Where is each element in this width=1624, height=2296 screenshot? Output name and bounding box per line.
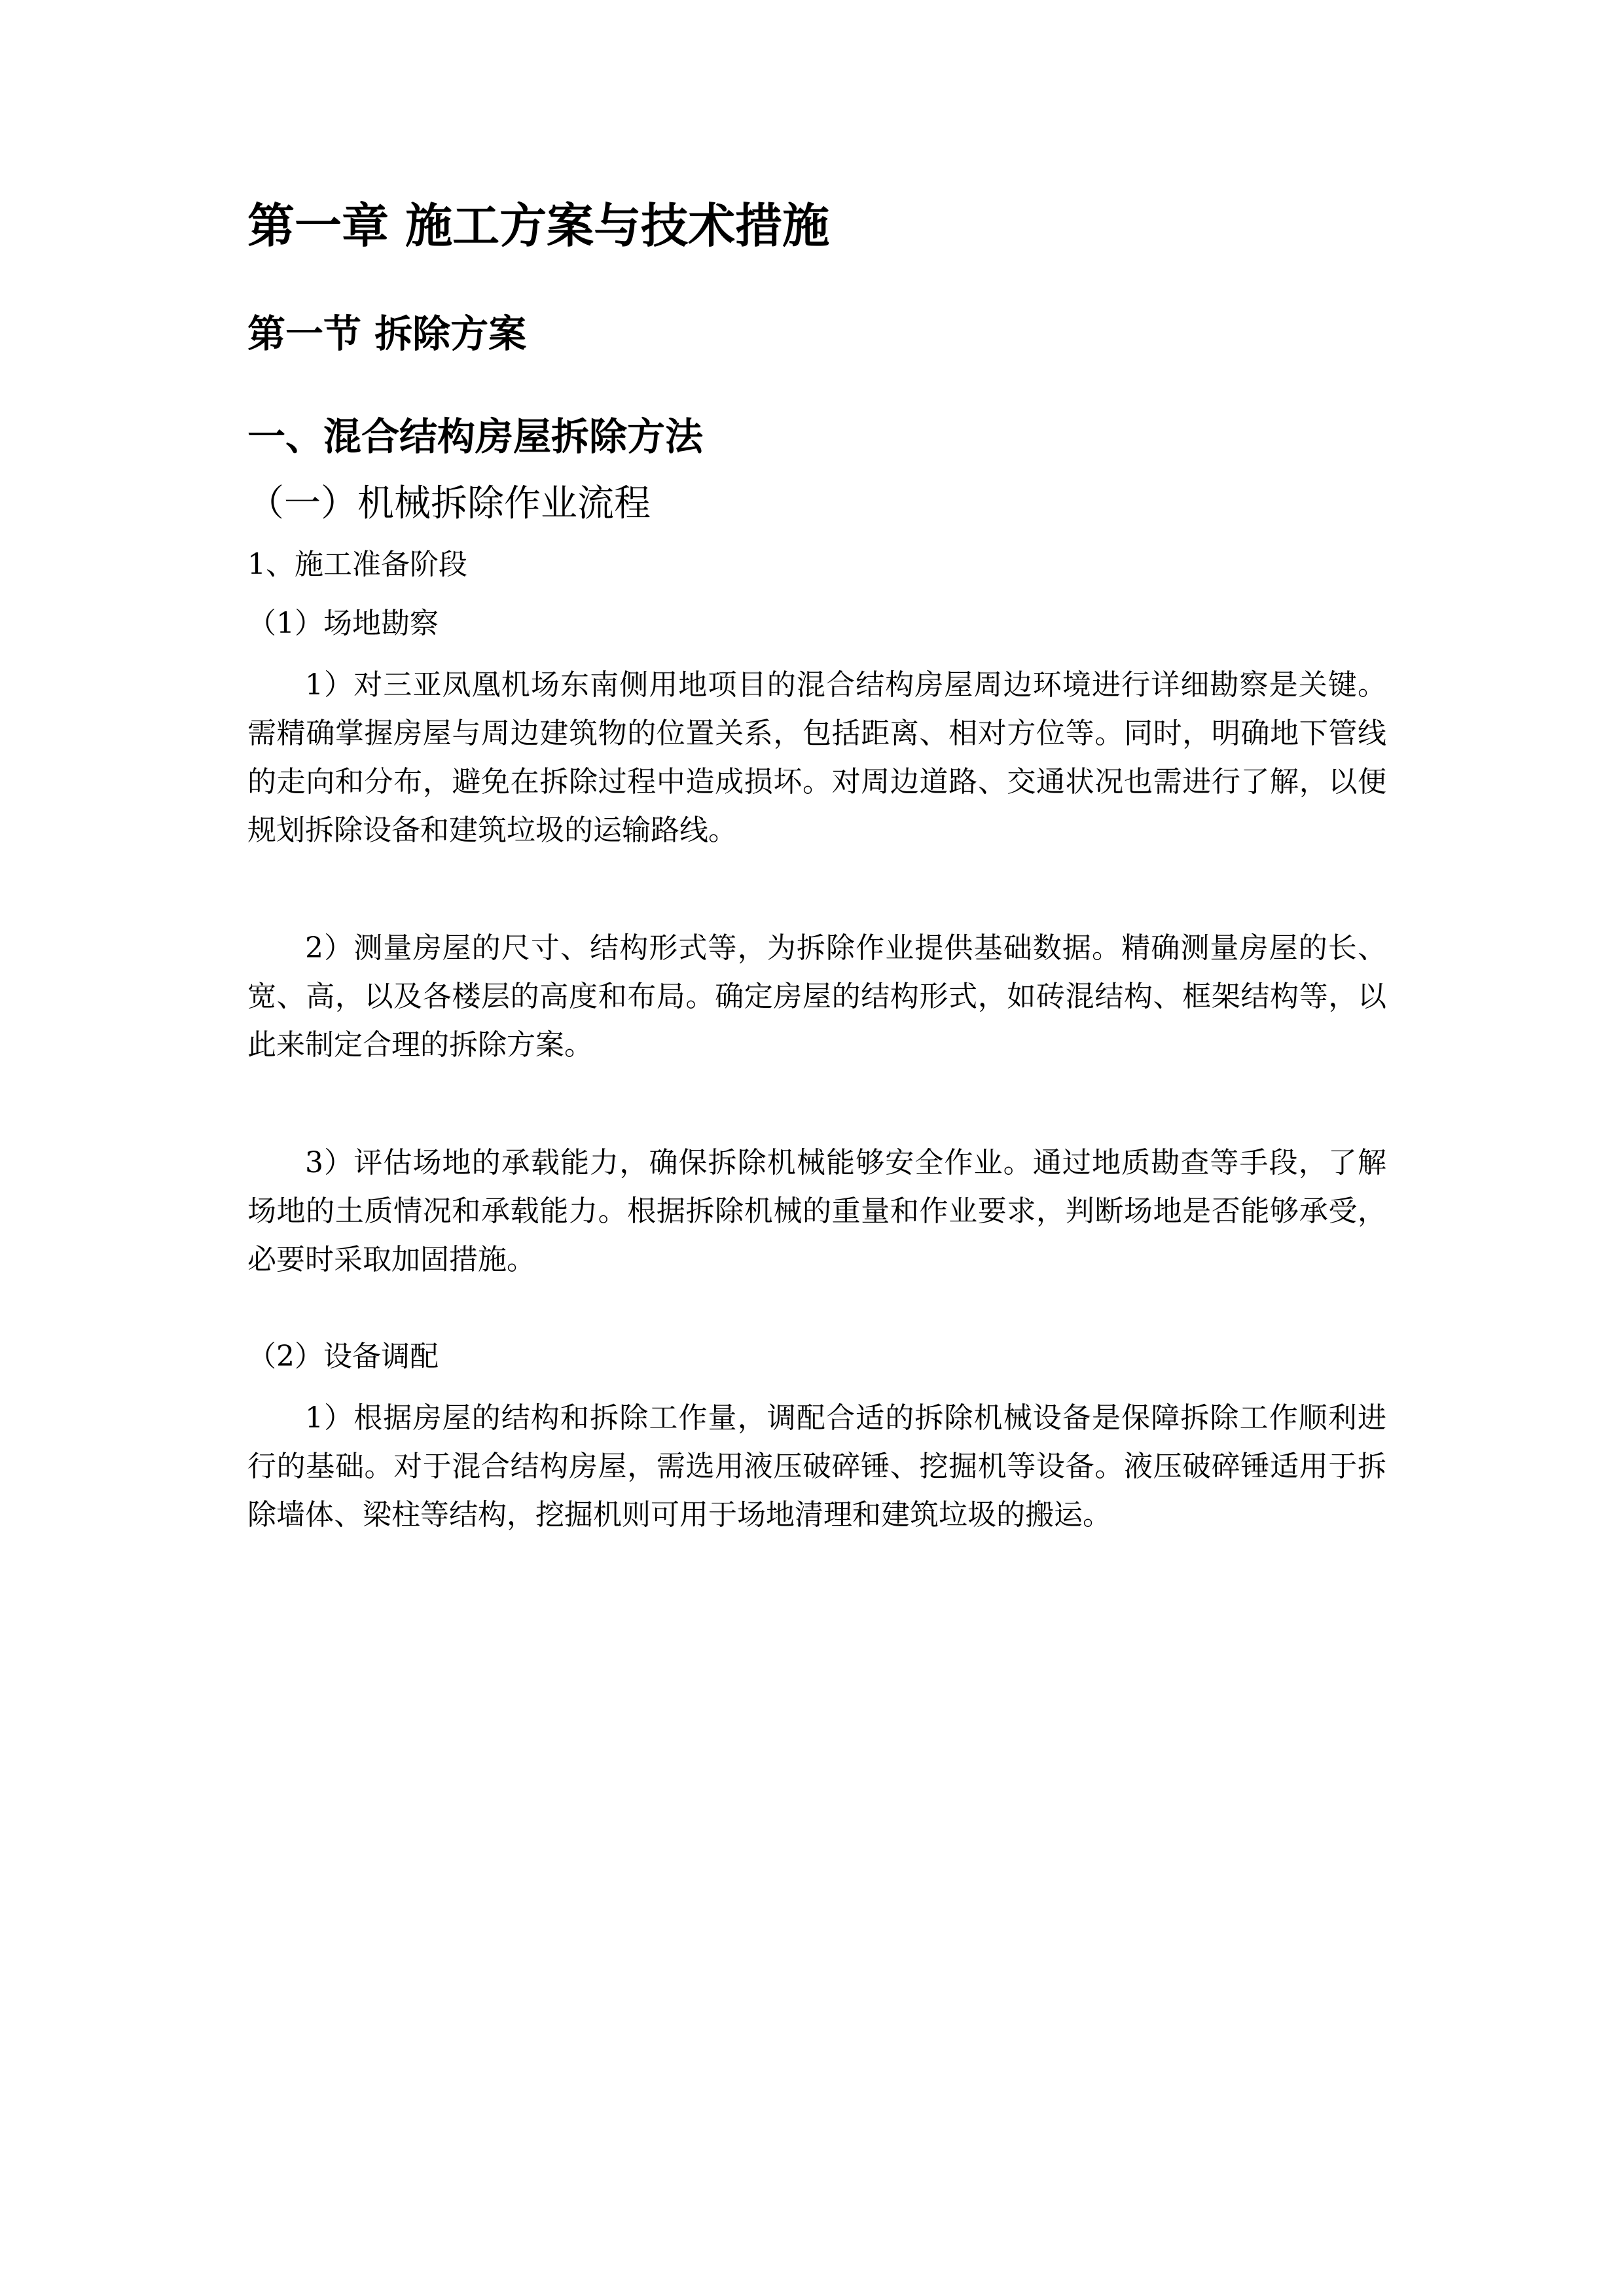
section-title: 第一节 拆除方案 <box>247 312 527 356</box>
equipment-paragraph-1: 1）根据房屋的结构和拆除工作量，调配合适的拆除机械设备是保障拆除工作顺利进行的基础。对于混合结构房屋，需选用液压破碎锤、挖掘机等设备。液压破碎锤适用于拆除墙体、梁柱等结构，挖掘机则可用于场地清理和建筑垃圾的搬运。 <box>247 1401 1386 1532</box>
site-survey-heading: （1）场地勘察 <box>247 607 439 640</box>
equipment-heading: （2）设备调配 <box>247 1340 439 1373</box>
site-survey-paragraph-3: 3）评估场地的承载能力，确保拆除机械能够安全作业。通过地质勘查等手段，了解场地的土质情况和承载能力。根据拆除机械的重量和作业要求，判断场地是否能够承受，必要时采取加固措施。 <box>247 1146 1386 1276</box>
stage-title: 1、施工准备阶段 <box>247 548 467 581</box>
flow-title: （一）机械拆除作业流程 <box>247 482 651 525</box>
chapter-title: 第一章 施工方案与技术措施 <box>247 198 830 253</box>
subsection-title: 一、混合结构房屋拆除方法 <box>247 414 704 459</box>
site-survey-paragraph-2: 2）测量房屋的尺寸、结构形式等，为拆除作业提供基础数据。精确测量房屋的长、宽、高，以及各楼层的高度和布局。确定房屋的结构形式，如砖混结构、框架结构等，以此来制定合理的拆除方案。 <box>247 931 1386 1062</box>
site-survey-paragraph-1: 1）对三亚凤凰机场东南侧用地项目的混合结构房屋周边环境进行详细勘察是关键。需精确掌握房屋与周边建筑物的位置关系，包括距离、相对方位等。同时，明确地下管线的走向和分布，避免在拆除过程中造成损坏。对周边道路、交通状况也需进行了解，以便规划拆除设备和建筑垃圾的运输路线。 <box>247 668 1386 847</box>
